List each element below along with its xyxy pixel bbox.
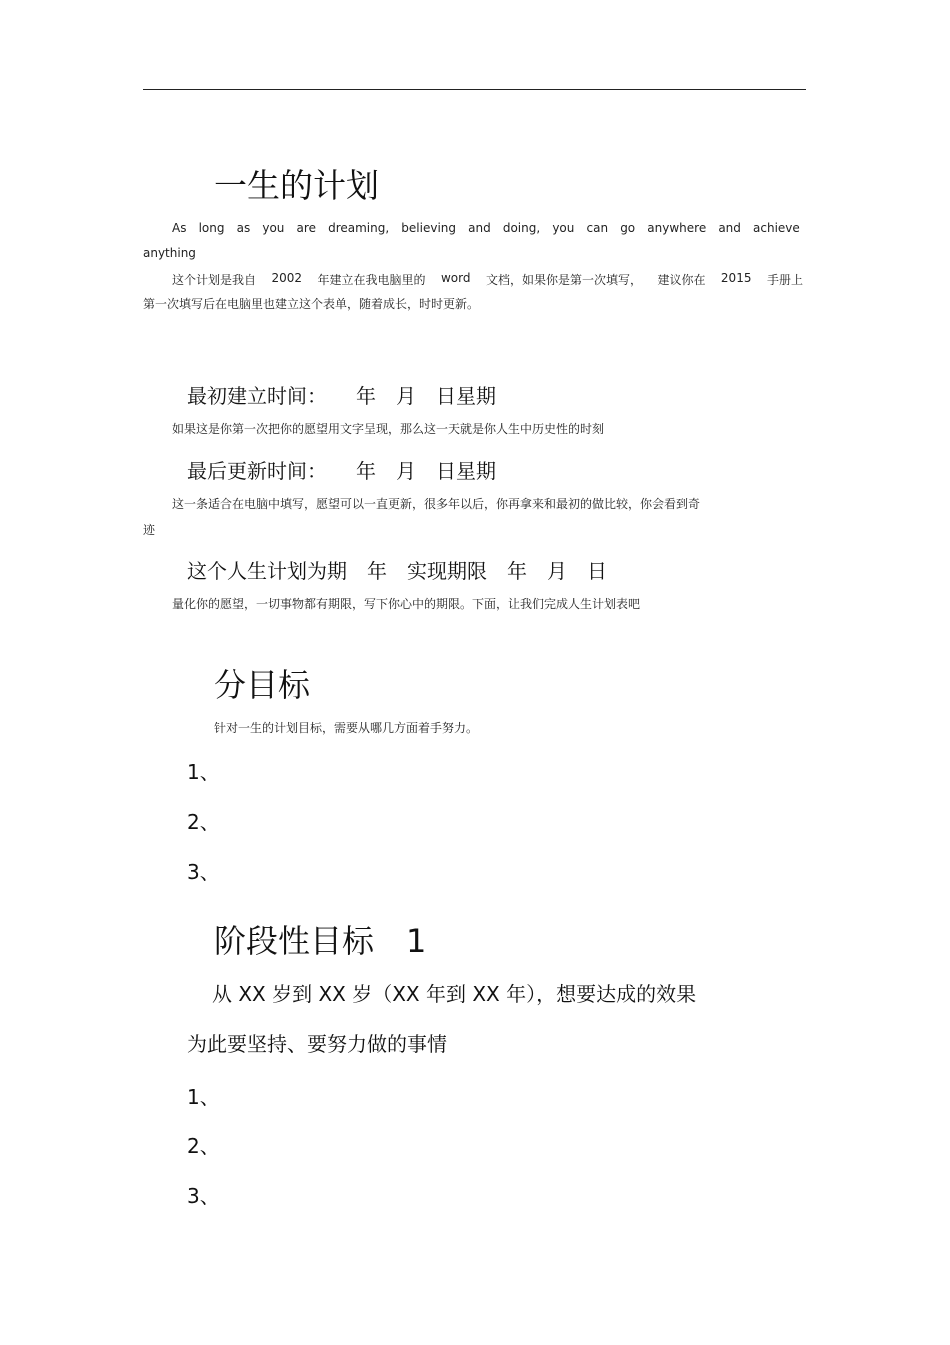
created-date: 年 月 日星期 <box>356 384 496 408</box>
updated-note-line-2: 迹 <box>143 523 156 537</box>
motto-word: you <box>552 221 575 235</box>
sub-goal-item-3: 3、 <box>187 860 220 884</box>
sub-goal-item-2: 2、 <box>187 810 220 834</box>
intro-line-2: 第一次填写后在电脑里也建立这个表单，随着成长，时时更新。 <box>143 297 480 311</box>
motto-word: believing <box>401 221 457 235</box>
motto-tail: anything <box>143 246 196 260</box>
intro-text: 2015 <box>720 271 752 285</box>
intro-text: 手册上 <box>766 273 803 287</box>
intro-text: 文档，如果你是第一次填写， <box>485 273 642 287</box>
updated-note-line-1: 这一条适合在电脑中填写，愿望可以一直更新，很多年以后，你再拿来和最初的做比较，你会看到奇 <box>172 497 701 511</box>
stage-goal-heading: 阶段性目标 1 <box>214 922 427 960</box>
sub-goal-item-1: 1、 <box>187 760 220 784</box>
motto-word: as <box>236 221 251 235</box>
intro-text: 这个计划是我自 <box>172 273 257 287</box>
intro-text: 年建立在我电脑里的 <box>317 273 426 287</box>
sub-goals-note: 针对一生的计划目标，需要从哪几方面着手努力。 <box>214 721 479 735</box>
motto-line <box>172 221 800 235</box>
motto-word: doing, <box>502 221 541 235</box>
motto-word: you <box>262 221 285 235</box>
stage-goal-item-3: 3、 <box>187 1184 220 1208</box>
stage-goal-item-1: 1、 <box>187 1085 220 1109</box>
motto-word: dreaming, <box>328 221 390 235</box>
intro-text: 建议你在 <box>657 273 706 287</box>
created-label: 最初建立时间： <box>187 384 327 408</box>
intro-text: 2002 <box>271 271 303 285</box>
motto-word: can <box>586 221 609 235</box>
intro-text: word <box>440 271 471 285</box>
created-note: 如果这是你第一次把你的愿望用文字呈现，那么这一天就是你人生中历史性的时刻 <box>172 422 605 436</box>
motto-word: and <box>718 221 741 235</box>
plan-period-note: 量化你的愿望，一切事物都有期限，写下你心中的期限。下面，让我们完成人生计划表吧 <box>172 597 641 611</box>
motto-word: achieve <box>753 221 800 235</box>
motto-word: anywhere <box>647 221 707 235</box>
motto-word: are <box>296 221 316 235</box>
motto-word: As <box>172 221 187 235</box>
stage-goal-todo: 为此要坚持、要努力做的事情 <box>187 1032 447 1056</box>
motto-word: long <box>198 221 225 235</box>
updated-label: 最后更新时间： <box>187 459 327 483</box>
stage-goal-effect: 从 XX 岁到 XX 岁（XX 年到 XX 年），想要达成的效果 <box>212 982 697 1006</box>
motto-word: go <box>620 221 636 235</box>
sub-goals-heading: 分目标 <box>214 666 311 704</box>
plan-period: 这个人生计划为期 年 实现期限 年 月 日 <box>187 559 607 583</box>
updated-date: 年 月 日星期 <box>356 459 496 483</box>
motto-word: and <box>468 221 491 235</box>
page-title: 一生的计划 <box>214 166 379 205</box>
stage-goal-item-2: 2、 <box>187 1134 220 1158</box>
intro-line-1 <box>172 271 803 288</box>
header-rule <box>143 89 806 90</box>
